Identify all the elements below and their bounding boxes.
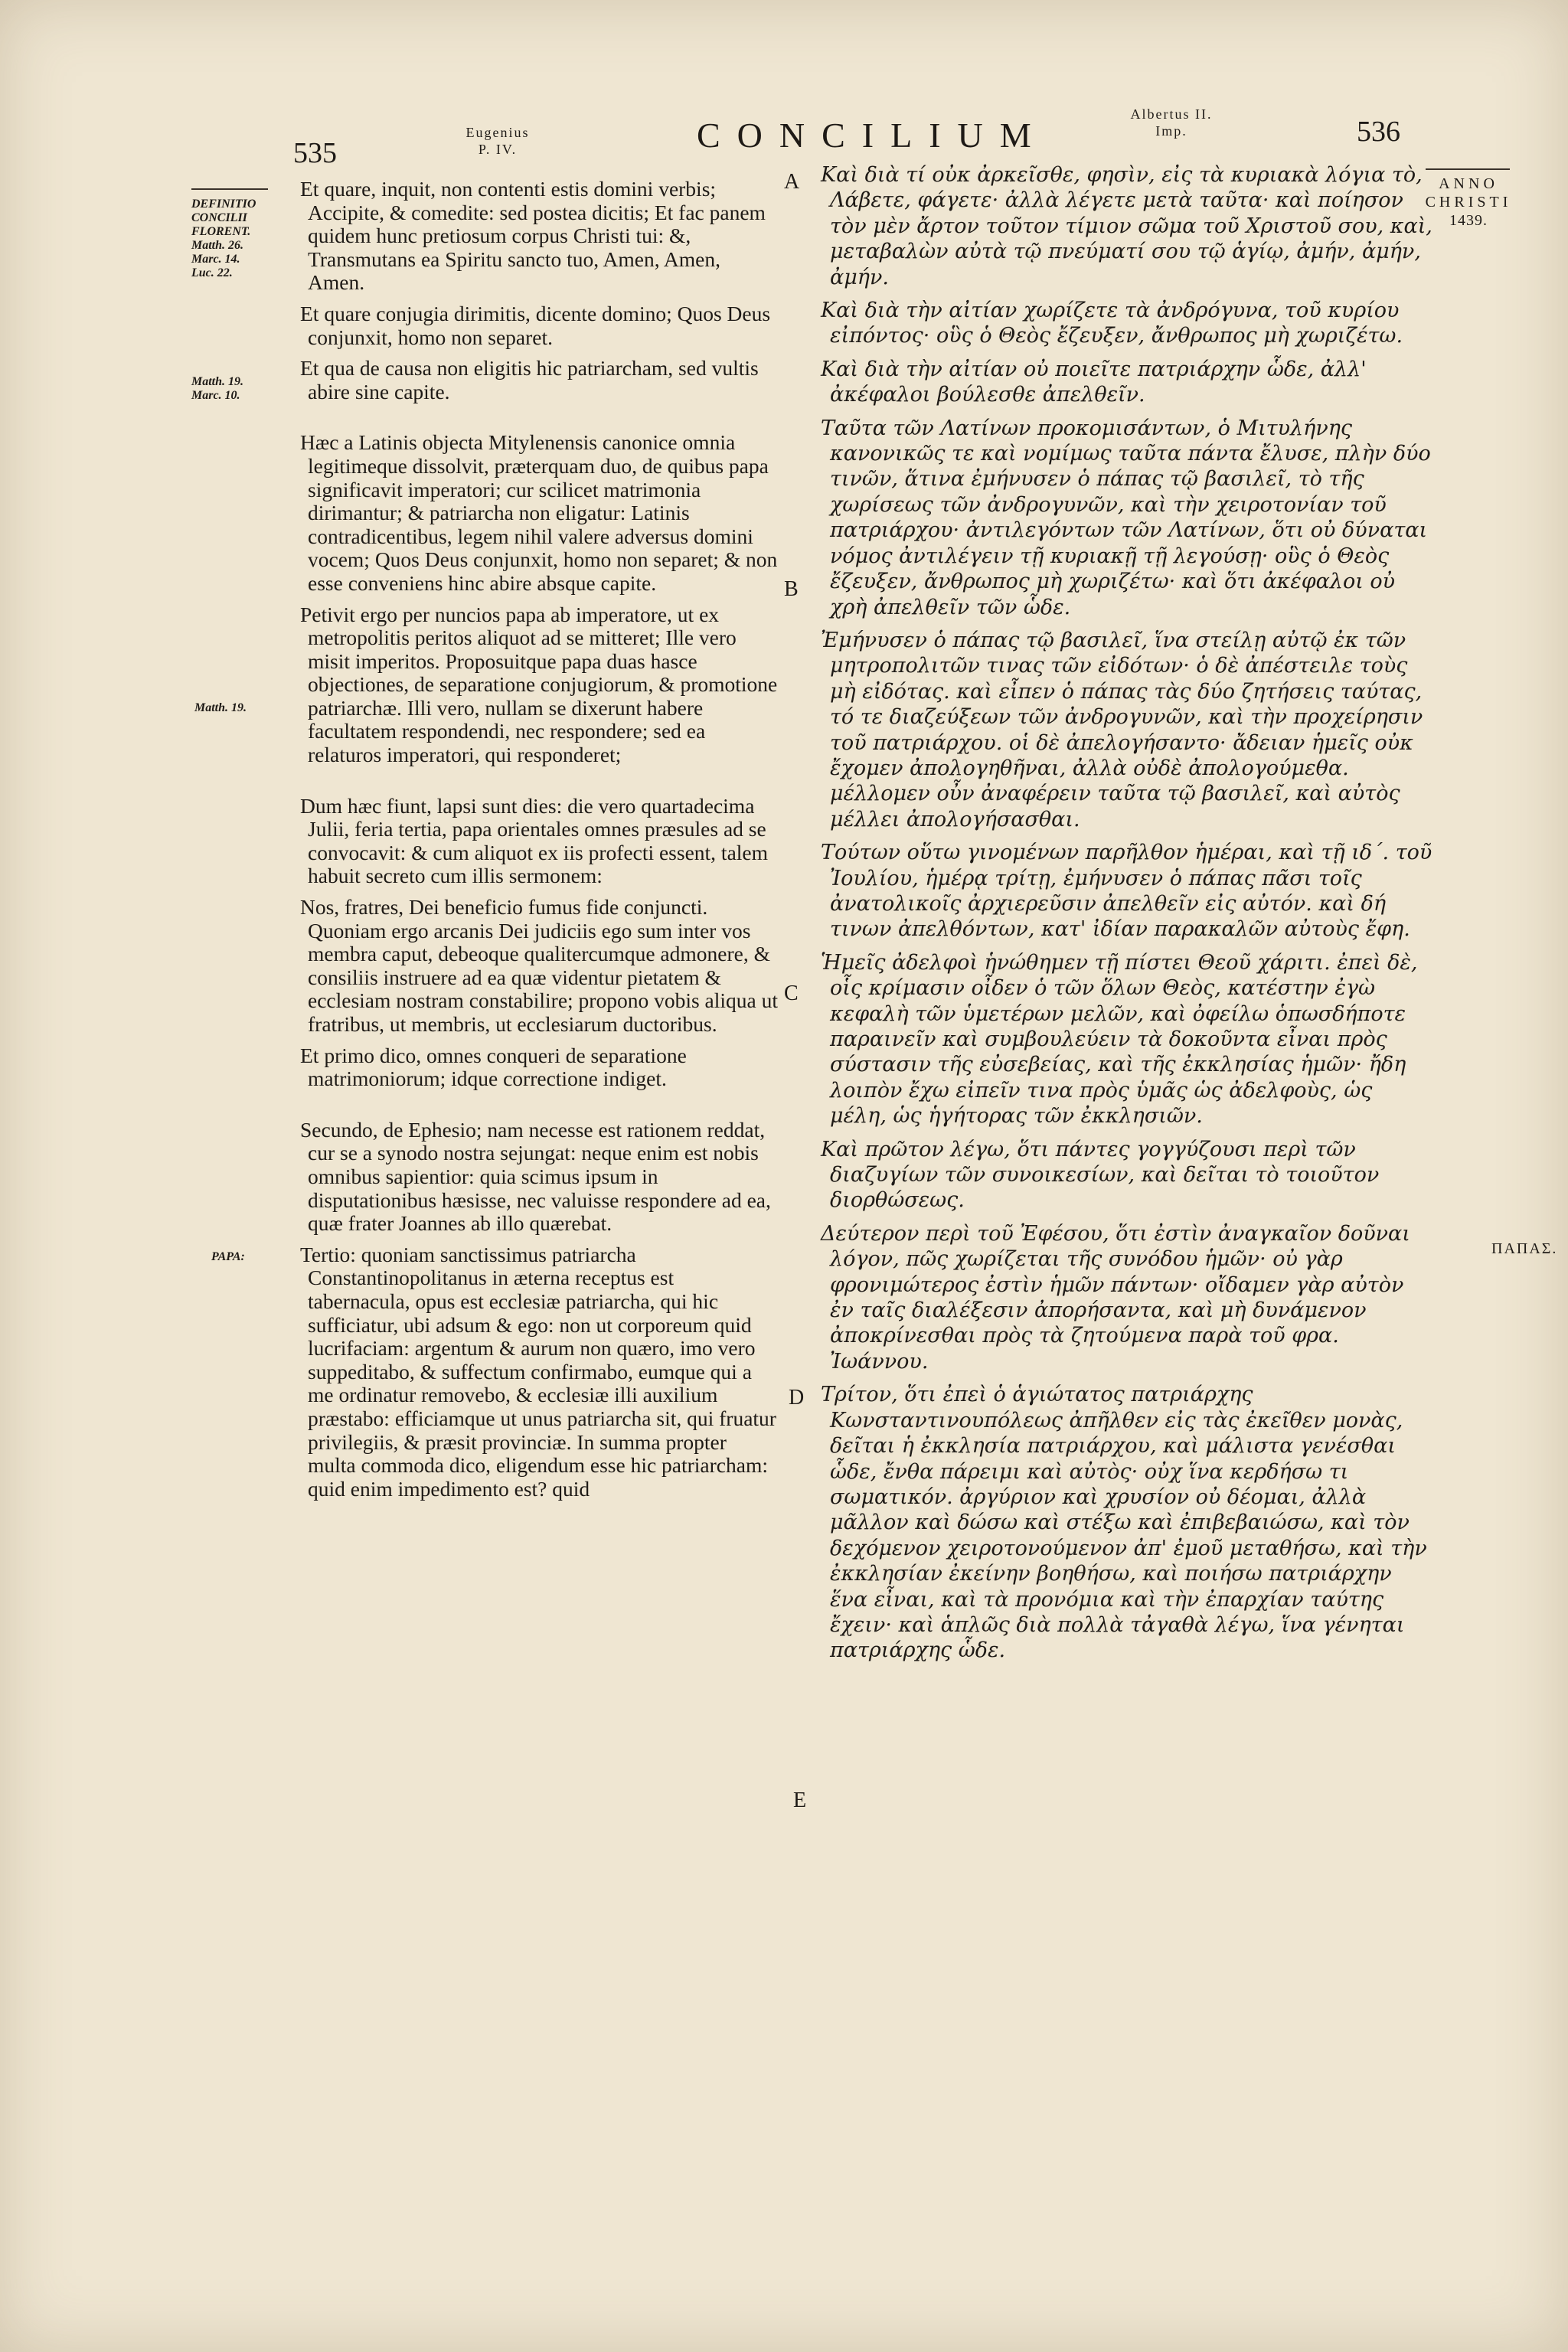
section-marker-c: C	[784, 982, 799, 1005]
scripture-ref: Luc. 22.	[191, 266, 233, 279]
florent-label: FLORENT.	[191, 225, 251, 238]
left-header-note	[452, 124, 544, 158]
margin-rule	[1426, 168, 1510, 170]
papa-note: PAPA:	[211, 1250, 245, 1263]
greek-paragraph: Ἡμεῖς ἀδελφοὶ ἡνώθημεν τῇ πίστει Θεοῦ χάριτι. ἐπεὶ δὲ, οἷς κρίμασιν οἶδεν ὁ τῶν ὅλων Θεὸς, κατέστην ἐγὼ κεφαλὴ τῶν ὑμετέρων μελῶν, καὶ ὀφείλω ὁπωσδήποτε παραινεῖν καὶ συμβουλεύειν τὰ δοκοῦντα εἶναι πρὸς σύστασιν τῆς εὐσεβείας, καὶ τῆς ἐκκλησίας ἡμῶν· ἤδη λοιπὸν ἔχω εἰπεῖν τινα πρὸς ὑμᾶς ὡς ἀδελφοὺς, ὡς μέλη, ὡς ἡγήτορας τῶν ἐκκλησιῶν.	[821, 950, 1418, 1129]
latin-paragraph: Et quare, inquit, non contenti estis domini verbis; Accipite, & comedite: sed postea dicitis; Et fac panem quidem hunc pretiosum corpus Christi tui: &, Transmutans ea Spiritu sancto tuo, Amen, Amen, Amen.	[300, 177, 766, 295]
christi-label: CHRISTI	[1425, 194, 1512, 211]
latin-paragraph: Et quare conjugia dirimitis, dicente domino; Quos Deus conjunxit, homo non separet.	[300, 301, 771, 349]
definitio-label: DEFINITIO	[191, 198, 256, 211]
anno-christi-note	[1423, 175, 1514, 230]
greek-paragraph: Δεύτερον περὶ τοῦ Ἐφέσου, ὅτι ἐστὶν ἀναγκαῖον δοῦναι λόγον, πῶς χωρίζεται τῆς συνόδου ἡμῶν· οὐ γὰρ φρονιμώτερος ἐστὶν ἡμῶν πάντων· οἴδαμεν γὰρ αὐτὸν ἐν ταῖς διαλέξεσιν ἀπορήσαντα, καὶ μὴ δυνάμενον ἀποκρίνεσθαι πρὸς τὰ ζητούμενα παρὰ τοῦ φρα. Ἰωάννου.	[821, 1221, 1410, 1374]
greek-column	[821, 162, 1433, 1671]
greek-paragraph: Τρίτον, ὅτι ἐπεὶ ὁ ἁγιώτατος πατριάρχης Κωνσταντινουπόλεως ἀπῆλθεν εἰς τὰς ἐκεῖθεν μονὰς, δεῖται ἡ ἐκκλησία πατριάρχου, καὶ μάλιστα γενέσθαι ὧδε, ἔνθα πάρειμι καὶ αὐτὸς· οὐχ ἵνα κερδήσω τι σωματικόν. ἀργύριον καὶ χρυσίον οὐ δέομαι, ἀλλὰ μᾶλλον καὶ δώσω καὶ στέξω καὶ ἐπιβεβαιώσω, καὶ τὸν δεχόμενον χειροτονούμενον ἀπ' ἐμοῦ μεταθήσω, καὶ τὴν ἐκκλησίαν ἐκείνην βοηθήσω, καὶ ποιήσω πατριάρχην ἕνα εἶναι, καὶ τὰ προνόμια καὶ τὴν ἐπαρχίαν ταύτης ἔχειν· καὶ ἁπλῶς διὰ πολλὰ τἀγαθὰ λέγω, ἵνα γένηται πατριάρχης ὧδε.	[821, 1383, 1427, 1663]
right-header-note	[1110, 106, 1233, 139]
greek-paragraph: Τούτων οὕτω γινομένων παρῆλθον ἡμέραι, καὶ τῇ ιδ΄. τοῦ Ἰουλίου, ἡμέρᾳ τρίτῃ, ἐμήνυσεν ὁ πάπας πᾶσι τοῖς ἀνατολικοῖς ἀρχιερεῦσιν ἀπελθεῖν εἰς αὐτόν. καὶ δή τινων ἀπελθόντων, κατ' ἰδίαν παρακαλῶν αὐτοὺς ἔφη.	[821, 841, 1432, 942]
year-label: 1439.	[1449, 212, 1488, 229]
greek-paragraph: Ἐμήνυσεν ὁ πάπας τῷ βασιλεῖ, ἵνα στείλῃ αὐτῷ ἐκ τῶν μητροπολιτῶν τινας τῶν εἰδότων· ὁ δὲ ἀπέστειλε τοὺς μὴ εἰδότας. καὶ εἶπεν ὁ πάπας τὰς δύο ζητήσεις ταύτας, τό τε διαζεύξεων τῶν ἀνδρογυνῶν, καὶ τὴν προχείρησιν τοῦ πατριάρχου. οἱ δὲ ἀπελογήσαντο· ἄδειαν ἡμεῖς οὐκ ἔχομεν ἀπολογηθῆναι, ἀλλὰ οὐδὲ ἀπολογούμεθα. μέλλομεν οὖν ἀναφέρειν ταῦτα τῷ βασιλεῖ, καὶ αὐτὸς μέλλει ἀπολογήσασθαι.	[821, 628, 1423, 831]
scripture-ref: Matth. 19.	[191, 375, 244, 388]
scripture-ref: Marc. 14.	[191, 253, 240, 266]
latin-paragraph: Hæc a Latinis objecta Mitylenensis canonice omnia legitimeque dissolvit, præterquam duo, de quibus papa significavit imperatori; cur scilicet matrimonia dirimantur; & patriarcha non eligatur: Latinis contradicentibus, legem nihil valere adversus domini vocem; Quos Deus conjunxit, homo non separet; & non esse conveniens hinc abire absque capite.	[300, 430, 778, 595]
latin-paragraph: Nos, fratres, Dei beneficio fumus fide conjuncti. Quoniam ergo arcanis Dei judiciis ego sum inter vos membra caput, debeoque qualitercumque admonere, & consiliis instruere ad ea quæ videntur pietatem & ecclesiam nostram constabilire; propono vobis aliqua ut fratribus, ut membris, ut ecclesiarum ductoribus.	[300, 895, 779, 1036]
anno-label: ANNO	[1439, 175, 1498, 192]
latin-paragraph: Et primo dico, omnes conqueri de separatione matrimoniorum; idque correctione indiget.	[300, 1043, 687, 1091]
scripture-ref: Marc. 10.	[191, 389, 240, 402]
pope-number: P. IV.	[478, 142, 518, 157]
section-marker-d: D	[789, 1386, 805, 1410]
right-page-number: 536	[1357, 116, 1400, 148]
greek-paragraph: Καὶ διὰ τὴν αἰτίαν χωρίζετε τὰ ἀνδρόγυνα, τοῦ κυρίου εἰπόντος· οὓς ὁ Θεὸς ἔζευξεν, ἄνθρωπος μὴ χωριζέτω.	[821, 299, 1403, 348]
emperor-name: Albertus II.	[1130, 106, 1213, 122]
concilii-label: CONCILII	[191, 211, 247, 224]
papas-greek-note: ΠΑΠΑΣ.	[1491, 1240, 1558, 1257]
emperor-title: Imp.	[1155, 123, 1187, 139]
running-title: CONCILIUM	[697, 116, 1048, 155]
pope-name: Eugenius	[466, 125, 530, 140]
section-marker-b: B	[784, 577, 799, 601]
greek-paragraph: Καὶ πρῶτον λέγω, ὅτι πάντες γογγύζουσι περὶ τῶν διαζυγίων τῶν συνοικεσίων, καὶ δεῖται τὸ τοιοῦτον διορθώσεως.	[821, 1137, 1380, 1213]
section-marker-e: E	[793, 1788, 807, 1812]
definitio-note	[191, 198, 283, 280]
scripture-ref: Matth. 26.	[191, 239, 244, 252]
latin-paragraph: Tertio: quoniam sanctissimus patriarcha Constantinopolitanus in æterna receptus est tabernacula, opus est ecclesiæ patriarcha, qui hic sufficiatur, ubi adsum & ego: non ut corporeum quid lucrifaciam: argentum & aurum non quæro, imo vero suppeditabo, & suffectum confirmabo, eumque qui a me ordinatur removebo, & ecclesiæ illi auxilium præstabo: efficiamque ut unus patriarcha sit, qui fruatur privilegiis, & præsit provinciæ. In summa propter multa commoda dico, eligendum esse hic patriarcham: quid enim impedimento est? quid	[300, 1242, 776, 1501]
scripture-note	[191, 375, 283, 403]
section-marker-a: A	[784, 170, 800, 194]
latin-paragraph: Et qua de causa non eligitis hic patriarcham, sed vultis abire sine capite.	[300, 356, 759, 403]
latin-paragraph: Secundo, de Ephesio; nam necesse est rationem reddat, cur se a synodo nostra sejungat: neque enim est nobis omnibus sapientior: quia scimus ipsum in disputationibus hæsisse, nec valuisse respondere ad ea, quæ frater Joannes ab illo quærebat.	[300, 1117, 771, 1236]
greek-paragraph: Ταῦτα τῶν Λατίνων προκομισάντων, ὁ Μιτυλήνης κανονικῶς τε καὶ νομίμως ταῦτα πάντα ἔλυσε, πλὴν δύο τινῶν, ἅτινα ἐμήνυσεν ὁ πάπας τῷ βασιλεῖ, τὸ τῆς χωρίσεως τῶν ἀνδρογυνῶν, καὶ τὴν χειροτονίαν τοῦ πατριάρχου· ἀντιλεγόντων τῶν Λατίνων, ὅτι οὐ δύναται νόμος ἀντιλέγειν τῇ κυριακῇ τῇ λεγούσῃ· οὓς ὁ Θεὸς ἔζευξεν, ἄνθρωπος μὴ χωριζέτω· καὶ ὅτι ἀκέφαλοι οὐ χρὴ ἀπελθεῖν τῶν ὧδε.	[821, 416, 1431, 619]
greek-paragraph: Καὶ διὰ τί οὐκ ἀρκεῖσθε, φησὶν, εἰς τὰ κυριακὰ λόγια τὸ, Λάβετε, φάγετε· ἀλλὰ λέγετε μετὰ ταῦτα· καὶ ποίησον τὸν μὲν ἄρτον τοῦτον τίμιον σῶμα τοῦ Χριστοῦ σου, καὶ, μεταβαλὼν αὐτὰ τῷ πνεύματί σου τῷ ἁγίῳ, ἀμήν, ἀμήν, ἀμήν.	[821, 163, 1432, 289]
latin-paragraph: Dum hæc fiunt, lapsi sunt dies: die vero quartadecima Julii, feria tertia, papa orientales omnes præsules ad se convocavit: & cum aliquot ex iis profecti essent, talem habuit secreto cum illis sermonem:	[300, 793, 769, 888]
left-margin-rule	[191, 188, 268, 190]
greek-paragraph: Καὶ διὰ τὴν αἰτίαν οὐ ποιεῖτε πατριάρχην ὧδε, ἀλλ' ἀκέφαλοι βούλεσθε ἀπελθεῖν.	[821, 357, 1367, 407]
latin-paragraph: Petivit ergo per nuncios papa ab imperatore, ut ex metropolitis peritos aliquot ad se mitteret; Ille vero misit imperitos. Proposuitque papa duas hasce objectiones, de separatione conjugiorum, & promotione patriarchæ. Illi vero, nullam se dixerunt habere facultatem respondendi, nec respondere; sed ea relaturos imperatori, qui responderet;	[300, 602, 778, 767]
latin-column	[300, 178, 779, 1508]
scripture-note: Matth. 19.	[194, 701, 247, 714]
left-page-number: 535	[293, 137, 337, 169]
